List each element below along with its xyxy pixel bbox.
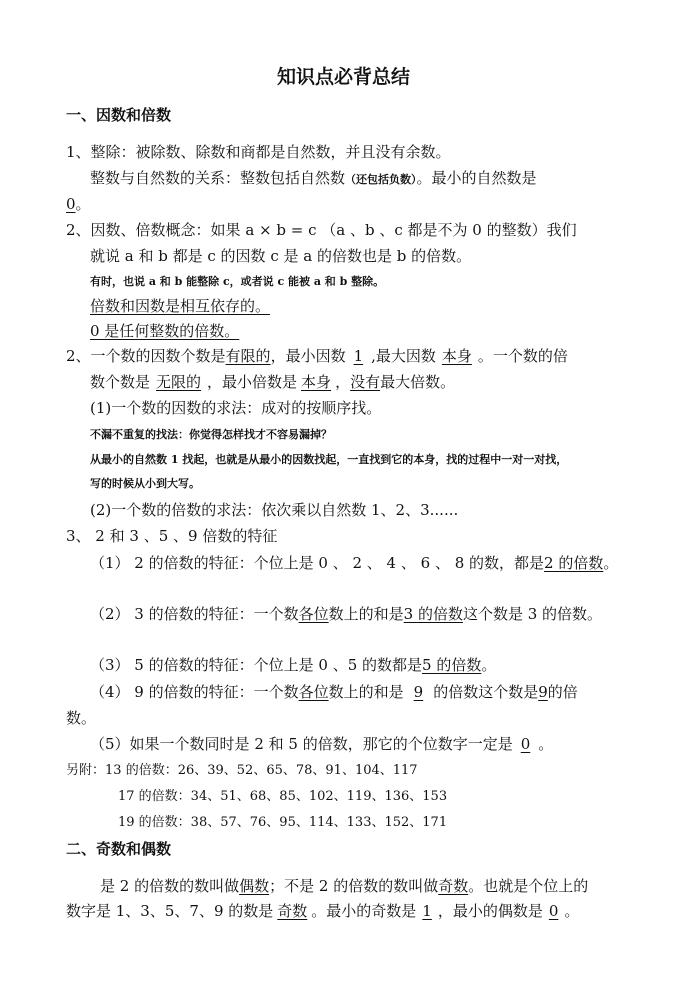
tip-body-1: 从最小的自然数 1 找起，也就是从最小的因数找起，一直找到它的本身，找的过程中一对一对找， <box>90 453 568 466</box>
factor-multiple-concept: 2、因数、倍数概念：如果 a × b = c （a 、b 、c 都是不为 0 的整数）我们 <box>66 221 577 239</box>
note-divides: 有时，也说 a 和 b 能整除 c，或者说 c 能被 a 和 b 整除。 <box>90 275 385 288</box>
factor-multiple-explanation: 就说 a 和 b 都是 c 的因数 c 是 a 的倍数也是 b 的倍数。 <box>90 247 472 265</box>
multiple-method: (2)一个数的倍数的求法：依次乘以自然数 1、2、3...... <box>90 501 459 519</box>
integer-natural-relation: 整数与自然数的关系：整数包括自然数（还包括负数）。最小的自然数是 <box>90 169 537 187</box>
rule-9: （4） 9 的倍数的特征：一个数各位数上的和是 9 的倍数这个数是9的倍 <box>90 683 578 701</box>
tip-body-2: 写的时候从小到大写。 <box>90 477 200 490</box>
multiples-of-17: 17 的倍数：34、51、68、85、102、119、136、153 <box>118 789 448 804</box>
rule-9-continued: 数。 <box>66 709 97 727</box>
page-title: 知识点必背总结 <box>277 66 411 88</box>
odd-even-smallest: 数字是 1、3、5、7、9 的数是 奇数 。最小的奇数是 1 ，最小的偶数是 0 。 <box>66 902 580 920</box>
factor-method: (1)一个数的因数的求法：成对的按顺序找。 <box>90 399 382 417</box>
multiples-of-13: 另附：13 的倍数：26、39、52、65、78、91、104、117 <box>66 763 418 778</box>
odd-even-definition: 是 2 的倍数的数叫做偶数；不是 2 的倍数的数叫做奇数。也就是个位上的 <box>100 877 589 895</box>
multiples-of-19: 19 的倍数：38、57、76、95、114、133、152、171 <box>118 815 448 830</box>
rule-3: （2） 3 的倍数的特征：一个数各位数上的和是3 的倍数这个数是 3 的倍数。 <box>90 605 603 623</box>
divisibility-heading: 3、 2 和 3 、5 、9 倍数的特征 <box>66 527 278 545</box>
rule-2-and-5: （5）如果一个数同时是 2 和 5 的倍数，那它的个位数字一定是 0 。 <box>90 735 554 753</box>
tip-heading: 不漏不重复的找法：你觉得怎样找才不容易漏掉？ <box>90 428 332 441</box>
multiple-count-line: 数个数是 无限的 ，最小倍数是 本身 ，没有最大倍数。 <box>90 373 456 391</box>
rule-5: （3） 5 的倍数的特征：个位上是 0 、5 的数都是5 的倍数。 <box>90 656 497 674</box>
divisibility-definition: 1、整除：被除数、除数和商都是自然数，并且没有余数。 <box>66 143 451 161</box>
section-heading-factors-multiples: 一、因数和倍数 <box>66 106 172 124</box>
rule-2: （1） 2 的倍数的特征：个位上是 0 、 2 、 4 、 6 、 8 的数，都是2 的倍数。 <box>90 554 619 572</box>
section-heading-odd-even: 二、奇数和偶数 <box>66 840 172 858</box>
interdependence-statement: 倍数和因数是相互依存的。 <box>90 297 271 315</box>
zero-multiple-statement: 0 是任何整数的倍数。 <box>90 322 240 340</box>
smallest-natural-number: 0。 <box>66 195 91 213</box>
factor-count-line: 2、一个数的因数个数是有限的，最小因数 1 ,最大因数 本身 。一个数的倍 <box>66 347 568 365</box>
